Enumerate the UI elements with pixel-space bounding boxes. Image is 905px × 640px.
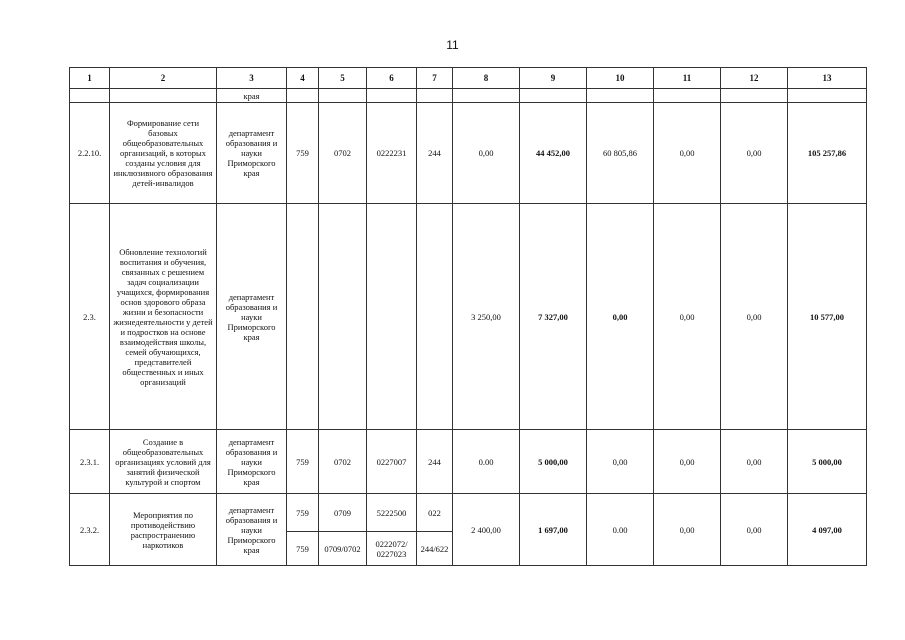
target-code: 0227007 — [367, 430, 417, 494]
header-cell: 8 — [453, 68, 520, 89]
header-row — [70, 68, 867, 89]
section-code: 0709/0702 — [319, 532, 367, 566]
header-cell: 13 — [788, 68, 867, 89]
grbs-code: 759 — [287, 103, 319, 204]
value-col8: 3 250,00 — [453, 204, 520, 430]
value-col12: 0,00 — [721, 204, 788, 430]
section-code: 0702 — [319, 430, 367, 494]
section-code — [319, 204, 367, 430]
grbs-code: 759 — [287, 494, 319, 532]
grbs-code — [287, 204, 319, 430]
value-col11: 0,00 — [654, 204, 721, 430]
expense-type: 244/622 — [417, 532, 453, 566]
section-code: 0702 — [319, 103, 367, 204]
value-col12: 0,00 — [721, 103, 788, 204]
value-col10: 0.00 — [587, 494, 654, 566]
target-code — [367, 204, 417, 430]
header-cell: 9 — [520, 68, 587, 89]
table-row — [70, 103, 867, 204]
header-cell: 7 — [417, 68, 453, 89]
table-row-carryover — [70, 89, 867, 103]
header-cell: 6 — [367, 68, 417, 89]
executor-cell: департамент образования и науки Приморского края — [217, 103, 287, 204]
value-col10: 0,00 — [587, 430, 654, 494]
value-col11: 0,00 — [654, 494, 721, 566]
item-name: Обновление технологий воспитания и обучения, связанных с решением задач социализации учащихся, формирования основ здорового образа жизни и безопасности жизнедеятельности у детей и подростков на основе взаимодействия школы, семей обучающихся, представителей общественных и иных организаций — [110, 204, 217, 430]
item-number: 2.3. — [70, 204, 110, 430]
item-name: Формирование сети базовых общеобразовательных организаций, в которых созданы условия для инклюзивного образования детей-инвалидов — [110, 103, 217, 204]
target-code: 0222072/ 0227023 — [367, 532, 417, 566]
value-total: 5 000,00 — [788, 430, 867, 494]
value-col9: 44 452,00 — [520, 103, 587, 204]
value-total: 10 577,00 — [788, 204, 867, 430]
section-code: 0709 — [319, 494, 367, 532]
header-cell: 11 — [654, 68, 721, 89]
item-name: Мероприятия по противодействию распространению наркотиков — [110, 494, 217, 566]
table-row — [70, 430, 867, 494]
value-col9: 1 697,00 — [520, 494, 587, 566]
table-row — [70, 494, 867, 532]
value-total: 105 257,86 — [788, 103, 867, 204]
value-col10: 0,00 — [587, 204, 654, 430]
item-name: Создание в общеобразовательных организациях условий для занятий физической культурой и спортом — [110, 430, 217, 494]
expense-type — [417, 204, 453, 430]
value-col9: 7 327,00 — [520, 204, 587, 430]
value-total: 4 097,00 — [788, 494, 867, 566]
target-code: 0222231 — [367, 103, 417, 204]
executor-cell: края — [217, 89, 287, 103]
table-row — [70, 204, 867, 430]
value-col12: 0,00 — [721, 430, 788, 494]
value-col9: 5 000,00 — [520, 430, 587, 494]
header-cell: 4 — [287, 68, 319, 89]
header-cell: 2 — [110, 68, 217, 89]
header-cell: 1 — [70, 68, 110, 89]
value-col10: 60 805,86 — [587, 103, 654, 204]
value-col8: 0,00 — [453, 103, 520, 204]
header-cell: 10 — [587, 68, 654, 89]
header-cell: 12 — [721, 68, 788, 89]
grbs-code: 759 — [287, 430, 319, 494]
expense-type: 244 — [417, 103, 453, 204]
value-col11: 0,00 — [654, 103, 721, 204]
item-number: 2.2.10. — [70, 103, 110, 204]
item-number: 2.3.1. — [70, 430, 110, 494]
item-number: 2.3.2. — [70, 494, 110, 566]
header-cell: 5 — [319, 68, 367, 89]
value-col8: 2 400,00 — [453, 494, 520, 566]
target-code: 5222500 — [367, 494, 417, 532]
value-col11: 0,00 — [654, 430, 721, 494]
executor-cell: департамент образования и науки Приморского края — [217, 204, 287, 430]
grbs-code: 759 — [287, 532, 319, 566]
value-col12: 0,00 — [721, 494, 788, 566]
page-number: 11 — [446, 38, 459, 52]
header-cell: 3 — [217, 68, 287, 89]
value-col8: 0.00 — [453, 430, 520, 494]
budget-table — [69, 67, 867, 566]
expense-type: 022 — [417, 494, 453, 532]
expense-type: 244 — [417, 430, 453, 494]
executor-cell: департамент образования и науки Приморского края — [217, 430, 287, 494]
executor-cell: департамент образования и науки Приморского края — [217, 494, 287, 566]
